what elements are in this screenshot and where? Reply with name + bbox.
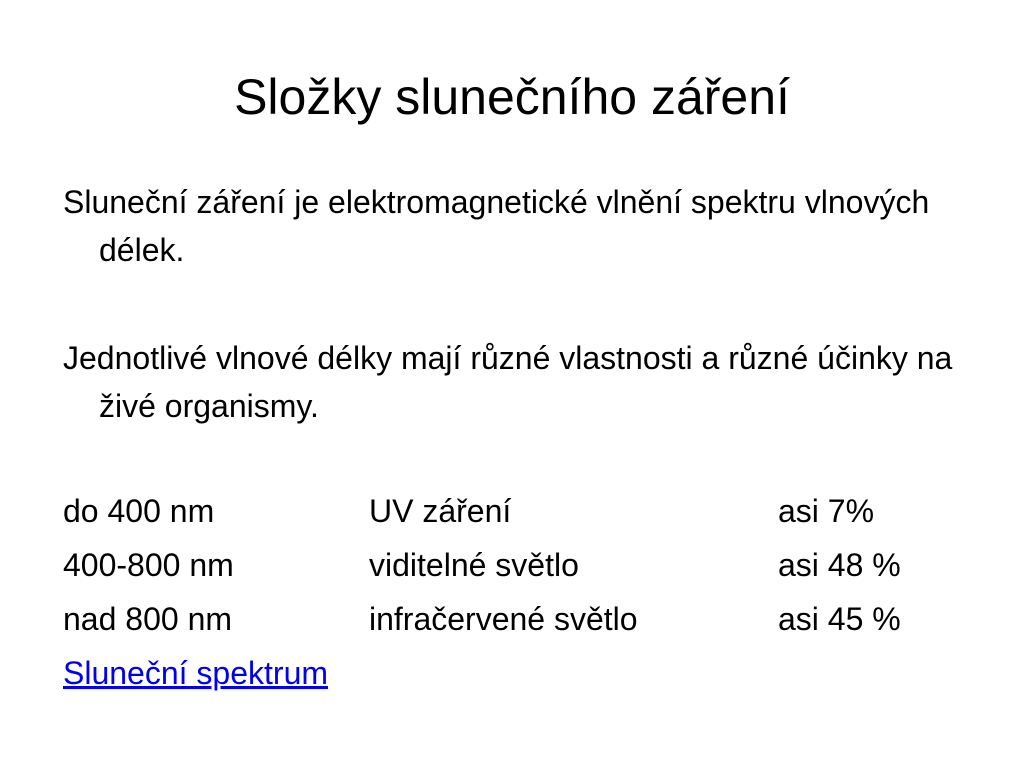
spectrum-range: do 400 nm	[63, 493, 215, 529]
spectrum-range: nad 800 nm	[63, 601, 233, 637]
paragraph-properties: Jednotlivé vlnové délky mají různé vlastnosti a různé účinky na živé organismy.	[63, 340, 953, 424]
spectrum-type: viditelné světlo	[369, 547, 579, 583]
spectrum-row-uv	[63, 487, 963, 535]
spectrum-share: asi 48 %	[778, 547, 901, 583]
spectrum-range: 400-800 nm	[63, 547, 234, 583]
solar-spectrum-link[interactable]: Sluneční spektrum	[63, 655, 329, 691]
spectrum-type: UV záření	[369, 493, 512, 529]
spectrum-row-visible	[63, 541, 963, 589]
paragraph-intro: Sluneční záření je elektromagnetické vlnění spektru vlnových délek.	[63, 184, 930, 268]
spectrum-share: asi 7%	[778, 493, 875, 529]
spectrum-row-infrared	[63, 595, 963, 643]
spectrum-type: infračervené světlo	[369, 601, 638, 637]
spectrum-share: asi 45 %	[778, 601, 901, 637]
slide-title: Složky slunečního záření	[234, 69, 790, 125]
